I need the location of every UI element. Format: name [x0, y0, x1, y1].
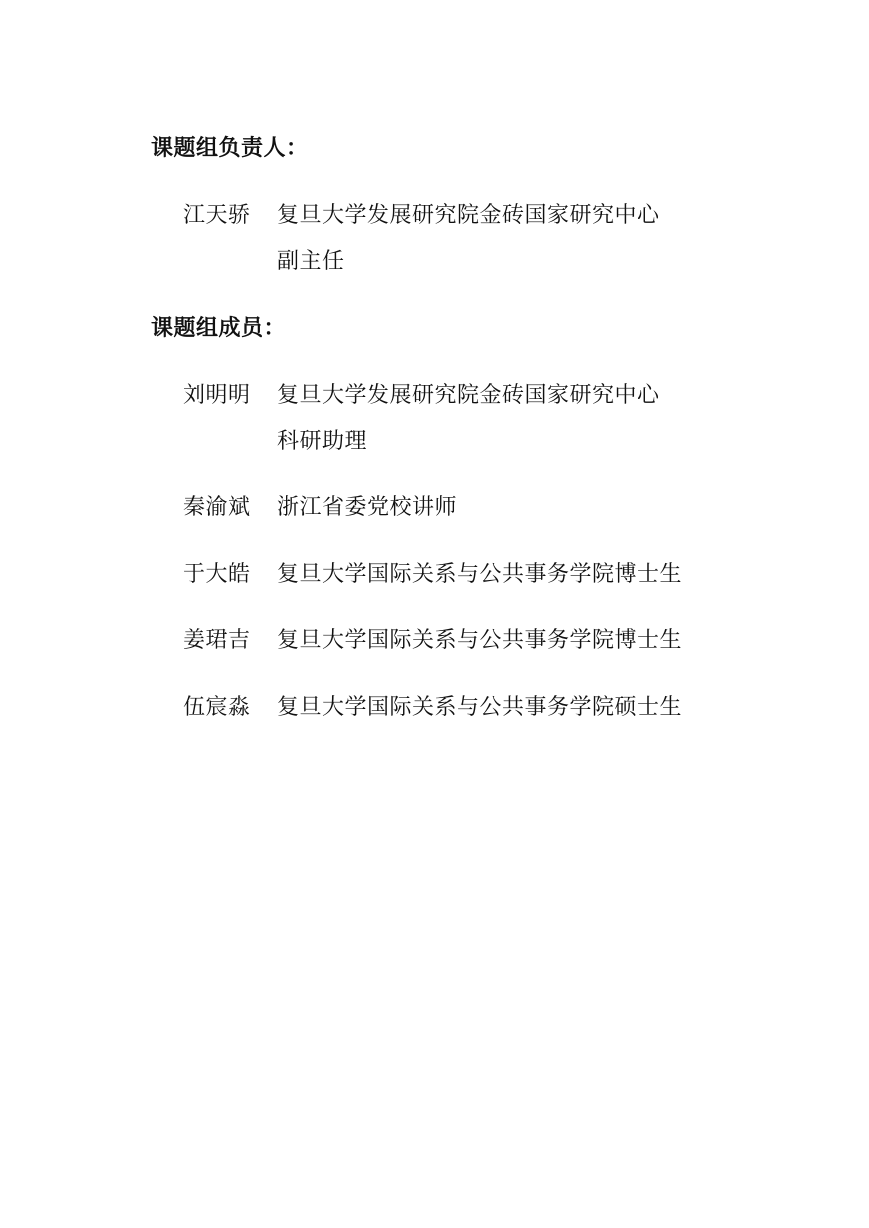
person-affiliation — [277, 485, 717, 531]
person-name: 秦渝斌 — [183, 495, 251, 520]
person-affiliation — [277, 193, 717, 285]
affiliation-line: 副主任 — [277, 249, 345, 274]
person-affiliation — [277, 373, 717, 465]
affiliation-line: 浙江省委党校讲师 — [277, 495, 458, 520]
leader-section-heading: 课题组负责人： — [151, 136, 309, 161]
person-affiliation — [277, 552, 717, 598]
members-section-heading: 课题组成员： — [151, 316, 287, 341]
affiliation-line: 科研助理 — [277, 429, 368, 454]
person-affiliation — [277, 685, 717, 731]
person-affiliation — [277, 618, 717, 664]
person-name: 刘明明 — [183, 383, 251, 408]
affiliation-line: 复旦大学国际关系与公共事务学院硕士生 — [277, 695, 683, 720]
affiliation-line: 复旦大学国际关系与公共事务学院博士生 — [277, 562, 683, 587]
person-name: 姜珺吉 — [183, 628, 251, 653]
affiliation-line: 复旦大学发展研究院金砖国家研究中心 — [277, 203, 660, 228]
affiliation-line: 复旦大学发展研究院金砖国家研究中心 — [277, 383, 660, 408]
person-name: 伍宸淼 — [183, 695, 251, 720]
affiliation-line: 复旦大学国际关系与公共事务学院博士生 — [277, 628, 683, 653]
person-name: 江天骄 — [183, 203, 251, 228]
person-name: 于大皓 — [183, 562, 251, 587]
